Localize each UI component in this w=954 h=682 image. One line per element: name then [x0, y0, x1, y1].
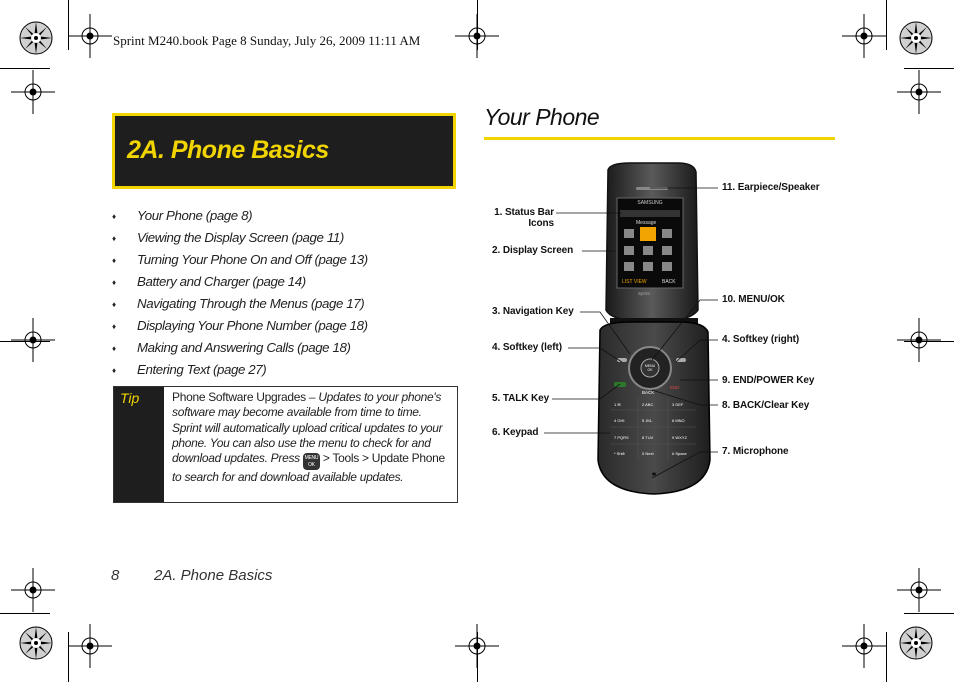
keypad-key: 3 DEF	[672, 402, 684, 407]
tip-text: Phone Software Upgrades – Updates to your phone's software may become available from time to time. Sprint will automatically upload critical updates to your phone. You can also use the menu to check for and download updates. Press MENU OK > Tools > Update Phone to search for and download available updates.	[172, 390, 445, 485]
svg-text:MENU: MENU	[644, 364, 656, 368]
svg-text:OK: OK	[647, 368, 653, 372]
keypad-key: # Space	[672, 451, 687, 456]
diamond-bullet-icon: ♦	[112, 234, 116, 243]
toc-item[interactable]: ♦ Battery and Charger (page 14)	[112, 274, 306, 289]
leader-line	[652, 452, 718, 478]
leader-line	[568, 348, 622, 362]
print-header: Sprint M240.book Page 8 Sunday, July 26, 2009 11:11 AM	[113, 33, 421, 48]
callout-keypad: 6. Keypad	[492, 427, 539, 438]
callout-talk-key: 5. TALK Key	[492, 393, 550, 404]
keypad-key: 1 ✉	[614, 402, 621, 407]
tip-body: Updates to your phone's software may become available from time to time. Sprint will automatically upload critical updates to your phone. You can also use the menu to check for and download updates. Press	[172, 390, 443, 466]
menu-ok-key-icon: MENU OK	[304, 455, 319, 469]
end-key-label: END	[670, 385, 680, 390]
toc-item[interactable]: ♦ Your Phone (page 8)	[112, 208, 253, 223]
page-number: 8	[111, 567, 120, 584]
brand-label: SAMSUNG	[637, 200, 663, 206]
toc-item[interactable]: ♦ Entering Text (page 27)	[112, 362, 267, 377]
toc-item[interactable]: ♦ Displaying Your Phone Number (page 18)	[112, 318, 368, 333]
keypad-key: 0 Next	[642, 451, 654, 456]
keypad-key: 4 GHI	[614, 418, 625, 423]
callout-softkey-right: 4. Softkey (right)	[722, 334, 800, 345]
callout-earpiece: 11. Earpiece/Speaker	[722, 182, 820, 193]
menu-path-tools: Tools	[332, 451, 359, 466]
keypad-key: 9 WXYZ	[672, 435, 687, 440]
toc-item[interactable]: ♦ Making and Answering Calls (page 18)	[112, 340, 351, 355]
screen-softkey-right: BACK	[662, 279, 676, 285]
callout-end-power: 9. END/POWER Key	[722, 375, 815, 386]
diamond-bullet-icon: ♦	[112, 256, 116, 265]
footer-section-name: 2A. Phone Basics	[154, 567, 273, 584]
toc-item[interactable]: ♦ Viewing the Display Screen (page 11)	[112, 230, 344, 245]
callout-back-clear: 8. BACK/Clear Key	[722, 400, 810, 411]
callout-navigation-key: 3. Navigation Key	[492, 306, 574, 317]
diamond-bullet-icon: ♦	[112, 322, 116, 331]
diamond-bullet-icon: ♦	[112, 212, 116, 221]
keypad-key: 5 JKL	[642, 418, 653, 423]
carrier-logo: Sprint	[638, 291, 650, 296]
menu-path-update-phone: Update Phone	[371, 451, 445, 466]
keypad-key: 6 MNO	[672, 418, 685, 423]
keypad-key: 7 PQRS	[614, 435, 629, 440]
tip-label: Tip	[120, 390, 140, 406]
toc-item[interactable]: ♦ Navigating Through the Menus (page 17)	[112, 296, 365, 311]
callout-menu-ok: 10. MENU/OK	[722, 294, 785, 305]
keypad-key: * Shift	[614, 451, 625, 456]
section-title: 2A. Phone Basics	[127, 136, 329, 164]
leader-line	[552, 384, 620, 399]
callout-microphone: 7. Microphone	[722, 446, 789, 457]
tip-heading: Phone Software Upgrades	[172, 390, 306, 404]
callout-softkey-left: 4. Softkey (left)	[492, 342, 562, 353]
screen-title: Message	[636, 220, 657, 226]
back-key-label: BACK	[642, 390, 655, 395]
keypad-key: 8 TUV	[642, 435, 654, 440]
leader-line	[652, 300, 718, 360]
diamond-bullet-icon: ♦	[112, 344, 116, 353]
diamond-bullet-icon: ♦	[112, 366, 116, 375]
diamond-bullet-icon: ♦	[112, 278, 116, 287]
screen-softkey-left: LIST VIEW	[622, 279, 647, 285]
phone-section-title: Your Phone	[484, 104, 600, 130]
callout-display-screen: 2. Display Screen	[492, 245, 574, 256]
leader-line	[652, 390, 718, 405]
leader-line	[676, 340, 718, 362]
keypad-key: 2 ABC	[642, 402, 654, 407]
callout-status-bar-icons: 1. Status Bar Icons	[494, 207, 554, 229]
diamond-bullet-icon: ♦	[112, 300, 116, 309]
toc-item[interactable]: ♦ Turning Your Phone On and Off (page 13)	[112, 252, 368, 267]
